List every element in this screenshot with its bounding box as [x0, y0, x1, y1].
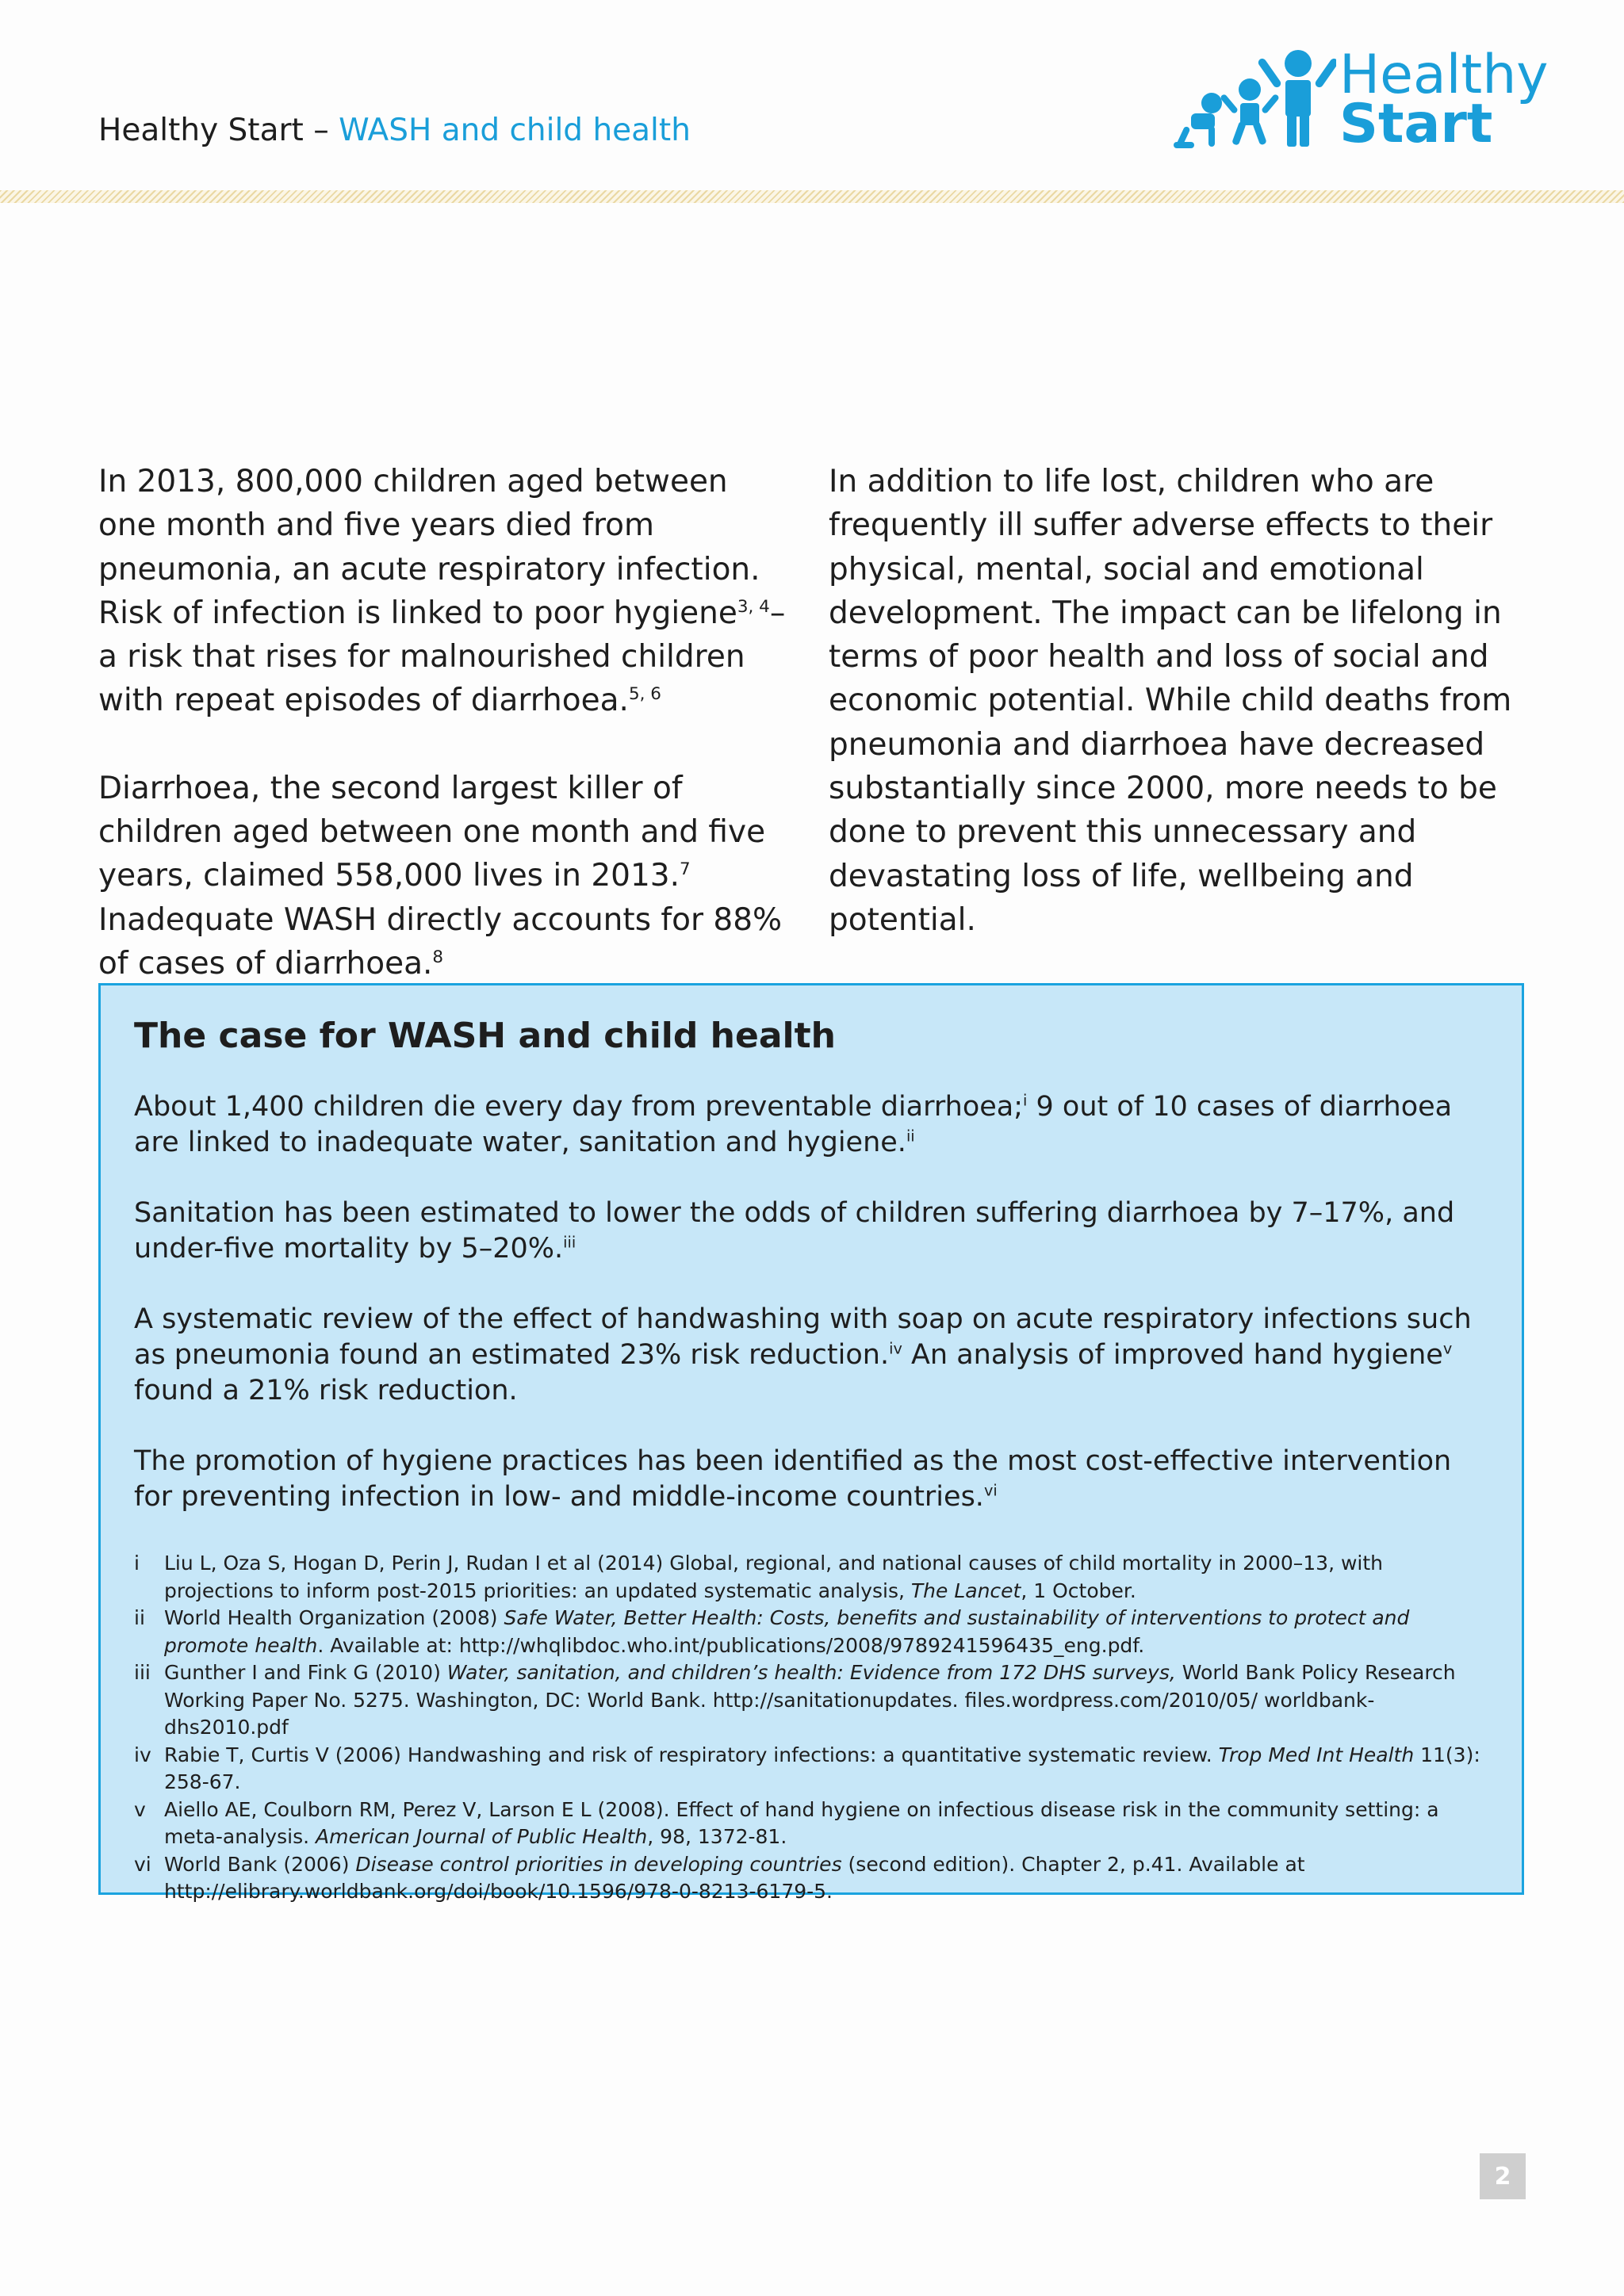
- text-run: A systematic review of the effect of handwashing with soap on acute respiratory infections such as pneumonia found an estimated 23% risk reduction.: [134, 1303, 1472, 1371]
- footnote-marker: i: [1023, 1091, 1028, 1110]
- reference-number: ii: [134, 1606, 145, 1629]
- footnote-marker: 7: [680, 859, 691, 880]
- footnote-marker: v: [1442, 1339, 1453, 1358]
- footnote-marker: 5, 6: [628, 684, 661, 705]
- footnote-marker: ii: [906, 1127, 915, 1146]
- reference-number: vi: [134, 1852, 151, 1876]
- text-run: In addition to life lost, children who are frequently ill suffer adverse effects to their physical, mental, social and emotional development. The impact can be lifelong in terms of poor health and loss of social and economic potential. While child deaths from pneumonia and diarrhoea have decreased substantially since 2000, more needs to be done to prevent this unnecessary and devastating loss of life, wellbeing and potential.: [829, 464, 1512, 938]
- italic-title: Trop Med Int Health: [1218, 1743, 1415, 1766]
- info-box: [98, 983, 1524, 1903]
- text-run: Inadequate WASH directly accounts for 88% of cases of diarrhoea.: [98, 901, 783, 982]
- footnote-marker: iii: [563, 1233, 576, 1252]
- text-run: Sanitation has been estimated to lower the odds of children suffering diarrhoea by 7–17%, and under-five mortality by 5–20%.: [134, 1197, 1455, 1265]
- text-run: found a 21% risk reduction.: [134, 1375, 518, 1406]
- info-box-body: [134, 1089, 1490, 1515]
- reference-item: [134, 1659, 1490, 1742]
- italic-title: The Lancet: [910, 1578, 1021, 1602]
- reference-number: iii: [134, 1661, 151, 1684]
- text-run: Liu L, Oza S, Hogan D, Perin J, Rudan I et al (2014) Global, regional, and national causes of child mortality in 2000–13, with projections to inform post-2015 priorities: an updated systematic analysis,: [164, 1552, 1384, 1602]
- info-box-title: The case for WASH and child health: [134, 1016, 836, 1056]
- text-run: In 2013, 800,000 children aged between one month and five years died from pneumonia, an acute respiratory infection. Risk of infection is linked to poor hygiene: [98, 464, 760, 631]
- italic-title: American Journal of Public Health: [316, 1825, 648, 1848]
- italic-title: Disease control priorities in developing countries: [355, 1852, 842, 1876]
- healthy-start-logo: [1174, 44, 1549, 155]
- reference-number: i: [134, 1552, 140, 1575]
- text-run: (second edition). Chapter 2, p.41. Available at http://elibrary.worldbank.org/doi/book/10.1596/978-0-8213-6179-5.: [164, 1852, 1305, 1903]
- body-paragraph: [98, 460, 788, 723]
- text-run: Diarrhoea, the second largest killer of children aged between one month and five years, claimed 558,000 lives in 2013.: [98, 770, 766, 894]
- text-run: 9 out of 10 cases of diarrhoea are linked to inadequate water, sanitation and hygiene.: [134, 1091, 1453, 1158]
- info-box-paragraph: [134, 1302, 1490, 1409]
- page-header: [0, 0, 1624, 190]
- reference-item: [134, 1742, 1490, 1797]
- family-figures-icon: [1174, 44, 1336, 151]
- references-list: [134, 1550, 1490, 1906]
- footnote-marker: 3, 4: [737, 596, 770, 617]
- reference-item: [134, 1797, 1490, 1851]
- footnote-marker: vi: [983, 1481, 998, 1500]
- left-column: [98, 460, 788, 985]
- running-title: [98, 113, 691, 148]
- body-paragraph: [98, 767, 788, 985]
- info-box-paragraph: [134, 1196, 1490, 1267]
- reference-item: [134, 1605, 1490, 1659]
- footnote-marker: iv: [889, 1339, 902, 1358]
- page-number: 2: [1480, 2153, 1526, 2199]
- text-run: The promotion of hygiene practices has been identified as the most cost-effective intervention for preventing infection in low- and middle-income countries.: [134, 1445, 1452, 1513]
- text-run: World Bank (2006): [164, 1852, 356, 1876]
- footnote-marker: 8: [432, 947, 444, 967]
- text-run: An analysis of improved hand hygiene: [902, 1339, 1443, 1371]
- text-run: , 98, 1372-81.: [647, 1825, 787, 1848]
- header-divider: [0, 190, 1624, 203]
- text-run: World Health Organization (2008): [164, 1606, 504, 1629]
- text-run: Gunther I and Fink G (2010): [164, 1661, 447, 1684]
- text-run: About 1,400 children die every day from preventable diarrhoea;: [134, 1091, 1024, 1123]
- logo-word-start: Start: [1339, 93, 1493, 155]
- info-box-paragraph: [134, 1444, 1490, 1515]
- text-run: 11(3): 258-67.: [164, 1743, 1480, 1793]
- text-run: – a risk that rises for malnourished children with repeat episodes of diarrhoea.: [98, 595, 786, 719]
- text-run: World Bank Policy Research Working Paper No. 5275. Washington, DC: World Bank. http://sanitationupdates. files.wordpress.com/2010/05/ worldbank-dhs2010.pdf: [164, 1661, 1456, 1739]
- running-title-accent: WASH and child health: [339, 113, 691, 148]
- right-column: [829, 460, 1526, 942]
- text-run: , 1 October.: [1021, 1578, 1136, 1602]
- italic-title: Safe Water, Better Health: Costs, benefits and sustainability of interventions to protect and promote health: [164, 1606, 1410, 1657]
- running-title-prefix: Healthy Start –: [98, 113, 339, 148]
- text-run: Aiello AE, Coulborn RM, Perez V, Larson E L (2008). Effect of hand hygiene on infectious disease risk in the community setting: a meta-analysis.: [164, 1797, 1439, 1848]
- reference-number: v: [134, 1797, 146, 1821]
- body-paragraph: [829, 460, 1526, 942]
- info-box-paragraph: [134, 1089, 1490, 1161]
- reference-item: [134, 1550, 1490, 1605]
- text-run: . Available at: http://whqlibdoc.who.int/publications/2008/9789241596435_eng.pdf.: [317, 1633, 1145, 1657]
- reference-number: iv: [134, 1743, 151, 1766]
- reference-item: [134, 1851, 1490, 1906]
- text-run: Rabie T, Curtis V (2006) Handwashing and risk of respiratory infections: a quantitative systematic review.: [164, 1743, 1219, 1766]
- italic-title: Water, sanitation, and children’s health: Evidence from 172 DHS surveys,: [446, 1661, 1176, 1684]
- logo-word-healthy: Healthy: [1339, 44, 1549, 106]
